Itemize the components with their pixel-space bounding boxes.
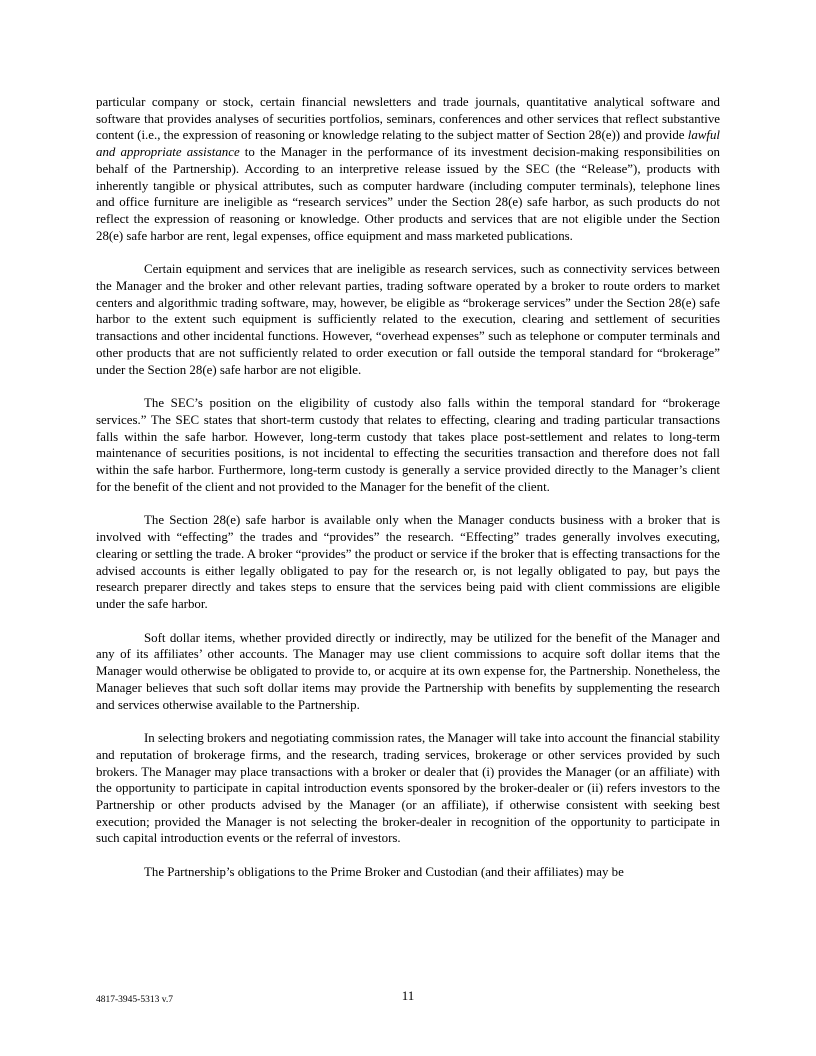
document-body: [96, 94, 720, 898]
paragraph-research-services: particular company or stock, certain financial newsletters and trade journals, quantitative analytical software and software that provides analyses of securities portfolios, seminars, conferences and other services that reflect substantive content (i.e., the expression of reasoning or knowledge relating to the subject matter of Section 28(e)) and provide lawful and appropriate assistance to the Manager in the performance of its investment decision-making responsibilities on behalf of the Partnership). According to an interpretive release issued by the SEC (the “Release”), products with inherently tangible or physical attributes, such as computer hardware (including computer terminals), telephone lines and office furniture are ineligible as “research services” under the Section 28(e) safe harbor, as such products do not reflect the expression of reasoning or knowledge. Other products and services that are not eligible under the Section 28(e) safe harbor are rent, legal expenses, office equipment and mass marketed publications.: [96, 95, 720, 243]
paragraph-custody: The SEC’s position on the eligibility of custody also falls within the temporal standard for “brokerage services.” The SEC states that short-term custody that relates to effecting, clearing and trading particular transactions falls within the safe harbor. However, long-term custody that takes place post-settlement and relates to long-term maintenance of securities positions, is not incidental to effecting the securities transaction and therefore does not fall within the safe harbor. Furthermore, long-term custody is generally a service provided directly to the Manager’s client for the benefit of the client and not provided to the Manager for the benefit of the client.: [96, 396, 720, 494]
paragraph-soft-dollar-items: Soft dollar items, whether provided directly or indirectly, may be utilized for the benefit of the Manager and any of its affiliates’ other accounts. The Manager may use client commissions to acquire soft dollar items that the Manager would otherwise be obligated to provide to, or acquire at its own expense for, the Partnership. Nonetheless, the Manager believes that such soft dollar items may provide the Partnership with benefits by supplementing the research and services otherwise available to the Partnership.: [96, 630, 720, 712]
paragraph-obligations: The Partnership’s obligations to the Prime Broker and Custodian (and their affiliates) may be: [144, 865, 624, 880]
paragraph-brokerage-services: Certain equipment and services that are ineligible as research services, such as connectivity services between the Manager and the broker and other relevant parties, trading software operated by a broker to route orders to market centers and algorithmic trading software, may, however, be eligible as “brokerage services” under the Section 28(e) safe harbor to the extent such equipment is sufficiently related to the execution, clearing and settlement of securities transactions and other incidental functions. However, “overhead expenses” such as telephone or computer terminals and other products that are not sufficiently related to order execution or fall outside the temporal standard for “brokerage” under the Section 28(e) safe harbor are not eligible.: [96, 262, 720, 377]
document-code: 4817-3945-5313 v.7: [96, 995, 173, 1005]
page-number: 11: [401, 988, 415, 1003]
paragraph-safe-harbor-broker: The Section 28(e) safe harbor is available only when the Manager conducts business with a broker that is involved with “effecting” the trades and “provides” the research. “Effecting” trades generally involves executing, clearing or settling the trade. A broker “provides” the product or service if the broker that is effecting transactions for the advised accounts is either legally obligated to pay for the research or, is not legally obligated to pay, but pays the research preparer directly and takes steps to ensure that the services being paid with client commissions are eligible under the safe harbor.: [96, 513, 720, 611]
emphasis-lawful-assistance: lawful and appropriate assistance: [96, 128, 720, 160]
paragraph-selecting-brokers: In selecting brokers and negotiating commission rates, the Manager will take into account the financial stability and reputation of brokerage firms, and the research, trading services, brokerage or other services provided by such brokers. The Manager may place transactions with a broker or dealer that (i) provides the Manager (or an affiliate) with the opportunity to participate in capital introduction events sponsored by the broker-dealer or (ii) refers investors to the Partnership or other products advised by the Manager (or an affiliate), if otherwise consistent with seeking best execution; provided the Manager is not selecting the broker-dealer in recognition of the opportunity to participate in such capital introduction events or the referral of investors.: [96, 731, 720, 846]
